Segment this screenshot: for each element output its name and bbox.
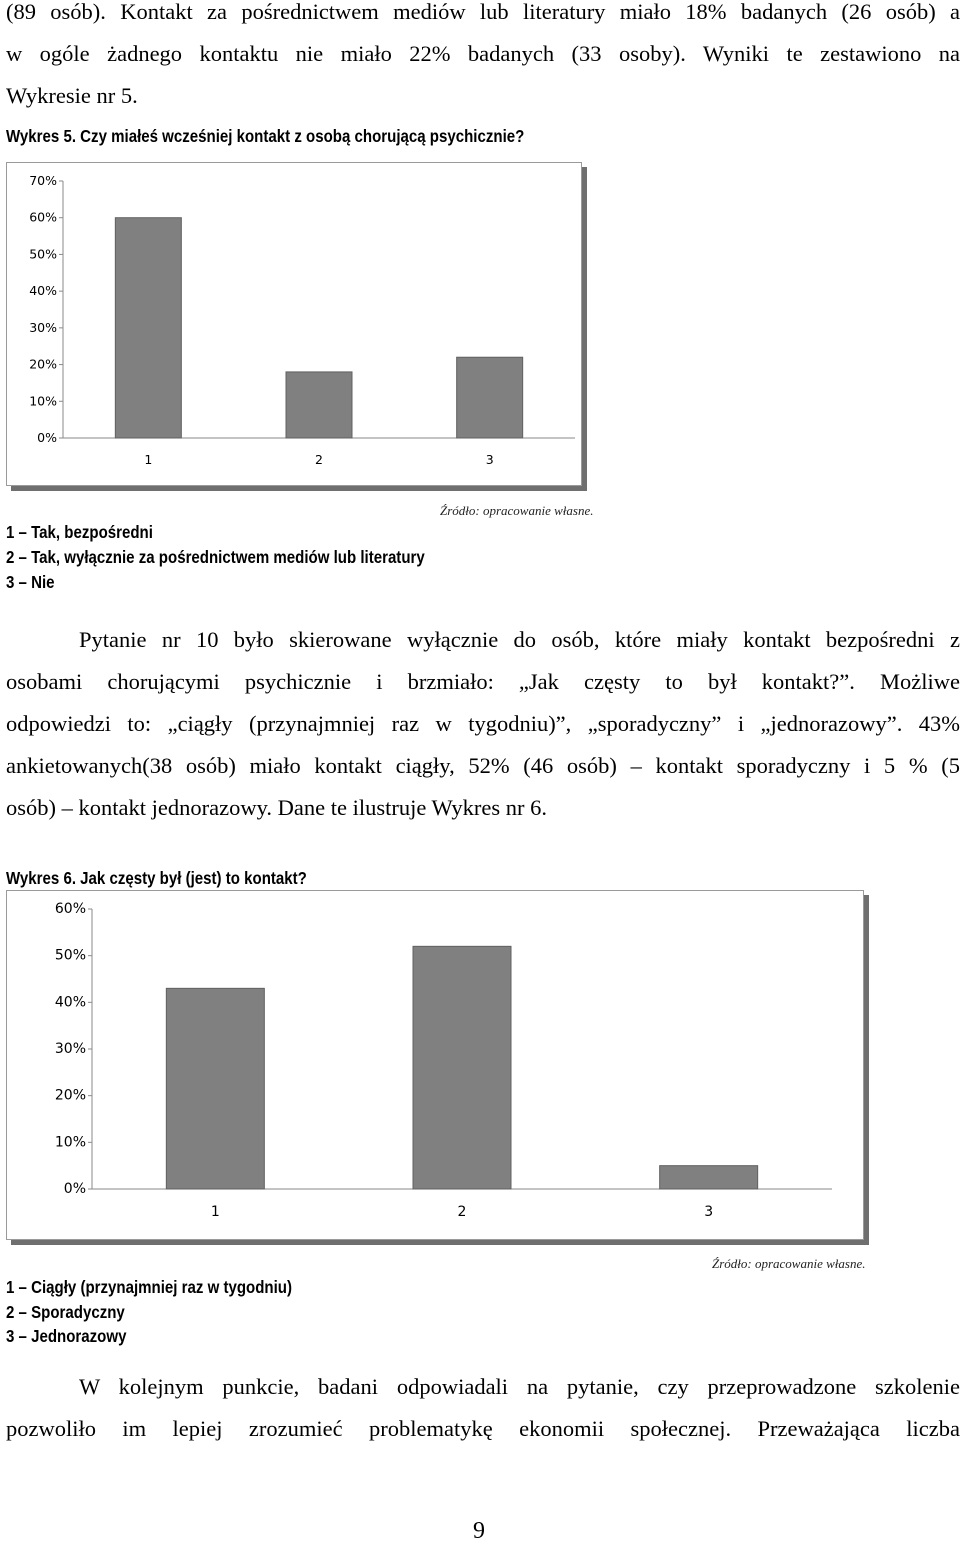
bar bbox=[286, 372, 352, 438]
paragraph-line: pozwoliło im lepiej zrozumieć problematykę ekonomii społecznej. Przeważająca liczba bbox=[6, 1416, 960, 1441]
paragraph-line: osobami chorującymi psychicznie i brzmiało: „Jak częsty to był kontakt?”. Możliwe bbox=[6, 669, 960, 694]
intro-line: Wykresie nr 5. bbox=[6, 83, 138, 108]
body-paragraph bbox=[6, 619, 960, 829]
paragraph-line: odpowiedzi to: „ciągły (przynajmniej raz w tygodniu)”, „sporadyczny” i „jednorazowy”. 43% bbox=[6, 711, 960, 736]
intro-line: (89 osób). Kontakt za pośrednictwem mediów lub literatury miało 18% badanych (26 osób) a bbox=[6, 0, 960, 24]
y-tick-label: 50% bbox=[29, 246, 57, 262]
x-tick-label: 1 bbox=[144, 452, 153, 467]
paragraph-line: ankietowanych(38 osób) miało kontakt ciągły, 52% (46 osób) – kontakt sporadyczny i 5 % (5 bbox=[6, 753, 960, 778]
figure5-legend-item: 2 – Tak, wyłącznie za pośrednictwem mediów lub literatury bbox=[6, 547, 425, 567]
figure6-bar-chart bbox=[7, 891, 863, 1239]
y-tick-label: 30% bbox=[29, 319, 57, 335]
bar bbox=[660, 1166, 758, 1189]
figure5-bar-chart bbox=[7, 163, 581, 485]
y-tick-label: 70% bbox=[29, 173, 57, 188]
y-tick-label: 20% bbox=[54, 1087, 86, 1104]
y-tick-label: 40% bbox=[29, 283, 57, 299]
bar bbox=[413, 946, 511, 1189]
y-tick-label: 60% bbox=[54, 901, 86, 917]
x-tick-label: 2 bbox=[315, 452, 323, 467]
figure5-chart-frame bbox=[6, 162, 582, 486]
y-tick-label: 10% bbox=[54, 1134, 86, 1151]
bar bbox=[115, 218, 181, 438]
y-tick-label: 60% bbox=[29, 209, 57, 225]
figure5-legend-item: 1 – Tak, bezpośredni bbox=[6, 522, 153, 542]
figure6-chart-frame bbox=[6, 890, 864, 1240]
figure5-legend-item: 3 – Nie bbox=[6, 572, 55, 592]
y-tick-label: 40% bbox=[54, 994, 86, 1011]
paragraph-line: W kolejnym punkcie, badani odpowiadali na pytanie, czy przeprowadzone szkolenie bbox=[79, 1374, 960, 1399]
y-tick-label: 30% bbox=[54, 1041, 86, 1057]
figure6-source: Źródło: opracowanie własne. bbox=[712, 1256, 866, 1271]
x-tick-label: 3 bbox=[485, 452, 494, 467]
y-tick-label: 20% bbox=[29, 356, 57, 372]
figure5-caption: Wykres 5. Czy miałeś wcześniej kontakt z osobą chorującą psychicznie? bbox=[6, 126, 525, 146]
body-paragraph bbox=[6, 1366, 960, 1450]
bar bbox=[166, 988, 264, 1189]
figure5-source: Źródło: opracowanie własne. bbox=[440, 503, 594, 518]
x-tick-label: 2 bbox=[457, 1204, 467, 1220]
y-tick-label: 10% bbox=[29, 393, 57, 409]
paragraph-line: Pytanie nr 10 było skierowane wyłącznie do osób, które miały kontakt bezpośredni z bbox=[79, 627, 960, 652]
figure6-legend-item: 3 – Jednorazowy bbox=[6, 1326, 127, 1346]
figure6-legend-item: 2 – Sporadyczny bbox=[6, 1302, 125, 1322]
x-tick-label: 1 bbox=[210, 1204, 220, 1220]
y-tick-label: 0% bbox=[37, 430, 57, 445]
figure6-caption: Wykres 6. Jak częsty był (jest) to kontakt? bbox=[6, 868, 307, 888]
figure6-legend-item: 1 – Ciągły (przynajmniej raz w tygodniu) bbox=[6, 1277, 293, 1297]
page-number: 9 bbox=[473, 1518, 485, 1544]
x-tick-label: 3 bbox=[704, 1204, 714, 1220]
y-tick-label: 50% bbox=[54, 947, 86, 964]
paragraph-line: osób) – kontakt jednorazowy. Dane te ilustruje Wykres nr 6. bbox=[6, 795, 548, 820]
bar bbox=[457, 357, 523, 438]
intro-paragraph bbox=[6, 0, 960, 117]
y-tick-label: 0% bbox=[63, 1181, 86, 1197]
intro-line: w ogóle żadnego kontaktu nie miało 22% badanych (33 osoby). Wyniki te zestawiono na bbox=[6, 41, 960, 66]
